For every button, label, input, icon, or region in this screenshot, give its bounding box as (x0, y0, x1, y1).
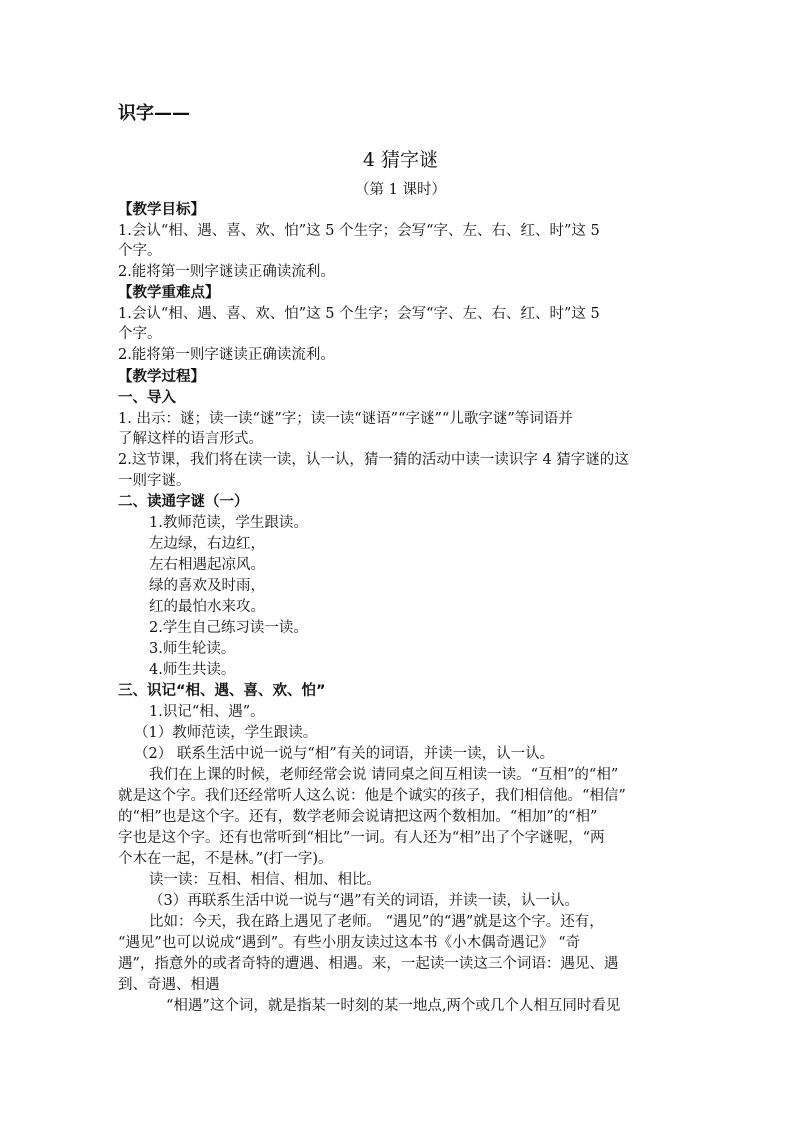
key-line: 2.能将第一则字谜读正确读流利。 (118, 347, 335, 363)
riddle-line: 绿的喜欢及时雨， (149, 578, 265, 594)
pre-title: 识字—— (118, 103, 190, 124)
lesson-subtitle: （第 1 课时） (355, 182, 446, 198)
characters-line: 的“相”也是这个字。还有，数学老师会说请把这两个数相加。“相加”的“相” (118, 809, 598, 825)
riddle-line: 左边绿，右边红， (149, 536, 265, 552)
goal-line: 个字。 (118, 243, 162, 259)
characters-line: 比如：今天，我在路上遇见了老师。 “遇见”的“遇”就是这个字。还有， (149, 914, 604, 930)
characters-line: 读一读：互相、相信、相加、相比。 (149, 872, 381, 888)
section-reading-title: 二、读通字谜（一） (118, 494, 249, 510)
goal-line: 2.能将第一则字谜读正确读流利。 (118, 264, 335, 280)
characters-line: （1）教师范读，学生跟读。 (134, 725, 318, 741)
reading-line: 1.教师范读，学生跟读。 (149, 515, 308, 531)
characters-line: 到、奇遇、相遇 (118, 977, 220, 993)
riddle-line: 左右相遇起凉风。 (149, 557, 265, 573)
reading-line: 4.师生共读。 (149, 662, 236, 678)
reading-line: 2.学生自己练习读一读。 (149, 620, 308, 636)
characters-line: “遇见”也可以说成“遇到”。有些小朋友读过这本书《小木偶奇遇记》 “奇 (118, 935, 581, 951)
key-line: 个字。 (118, 326, 162, 342)
characters-line: 个木在一起，不是林。”(打一字)。 (118, 851, 333, 867)
intro-line: 一则字谜。 (118, 473, 191, 489)
characters-line: 我们在上课的时候，老师经常会说 请同桌之间互相读一读。“互相”的“相” (149, 767, 619, 783)
characters-line: “相遇”这个词，就是指某一时刻的某一地点,两个或几个人相互同时看见 (166, 998, 621, 1014)
intro-line: 了解这样的语言形式。 (118, 431, 263, 447)
heading-key-points: 【教学重难点】 (118, 285, 220, 301)
riddle-line: 红的最怕水来攻。 (149, 599, 265, 615)
section-intro-title: 一、导入 (118, 390, 176, 406)
characters-line: 遇”，指意外的或者奇特的遭遇、相遇。来，一起读一读这三个词语：遇见、遇 (118, 956, 619, 972)
intro-line: 2.这节课，我们将在读一读，认一认，猜一猜的活动中读一读识字 4 猜字谜的这 (118, 452, 629, 468)
goal-line: 1.会认“相、遇、喜、欢、怕”这 5 个生字；会写“字、左、右、红、时”这 5 (118, 223, 600, 239)
characters-line: 就是这个字。我们还经常听人这么说：他是个诚实的孩子，我们相信他。“相信” (118, 788, 626, 804)
section-characters-title: 三、识记“相、遇、喜、欢、怕” (118, 683, 326, 699)
heading-goals: 【教学目标】 (118, 202, 205, 218)
characters-line: 1.识记“相、遇”。 (149, 704, 265, 720)
characters-line: 字也是这个字。还有也常听到“相比”一词。有人还为“相”出了个字谜呢，“两 (118, 830, 605, 846)
heading-process: 【教学过程】 (118, 369, 205, 385)
key-line: 1.会认“相、遇、喜、欢、怕”这 5 个生字；会写“字、左、右、红、时”这 5 (118, 306, 600, 322)
characters-line: （2） 联系生活中说一说与“相”有关的词语，并读一读，认一认。 (134, 746, 555, 762)
lesson-title: 4 猜字谜 (362, 149, 439, 171)
characters-line: （3）再联系生活中说一说与“遇”有关的词语，并读一读，认一认。 (149, 893, 580, 909)
reading-line: 3.师生轮读。 (149, 641, 236, 657)
intro-line: 1. 出示：谜；读一读“谜”字；读一读“谜语”“字谜”“儿歌字谜”等词语并 (118, 411, 573, 427)
